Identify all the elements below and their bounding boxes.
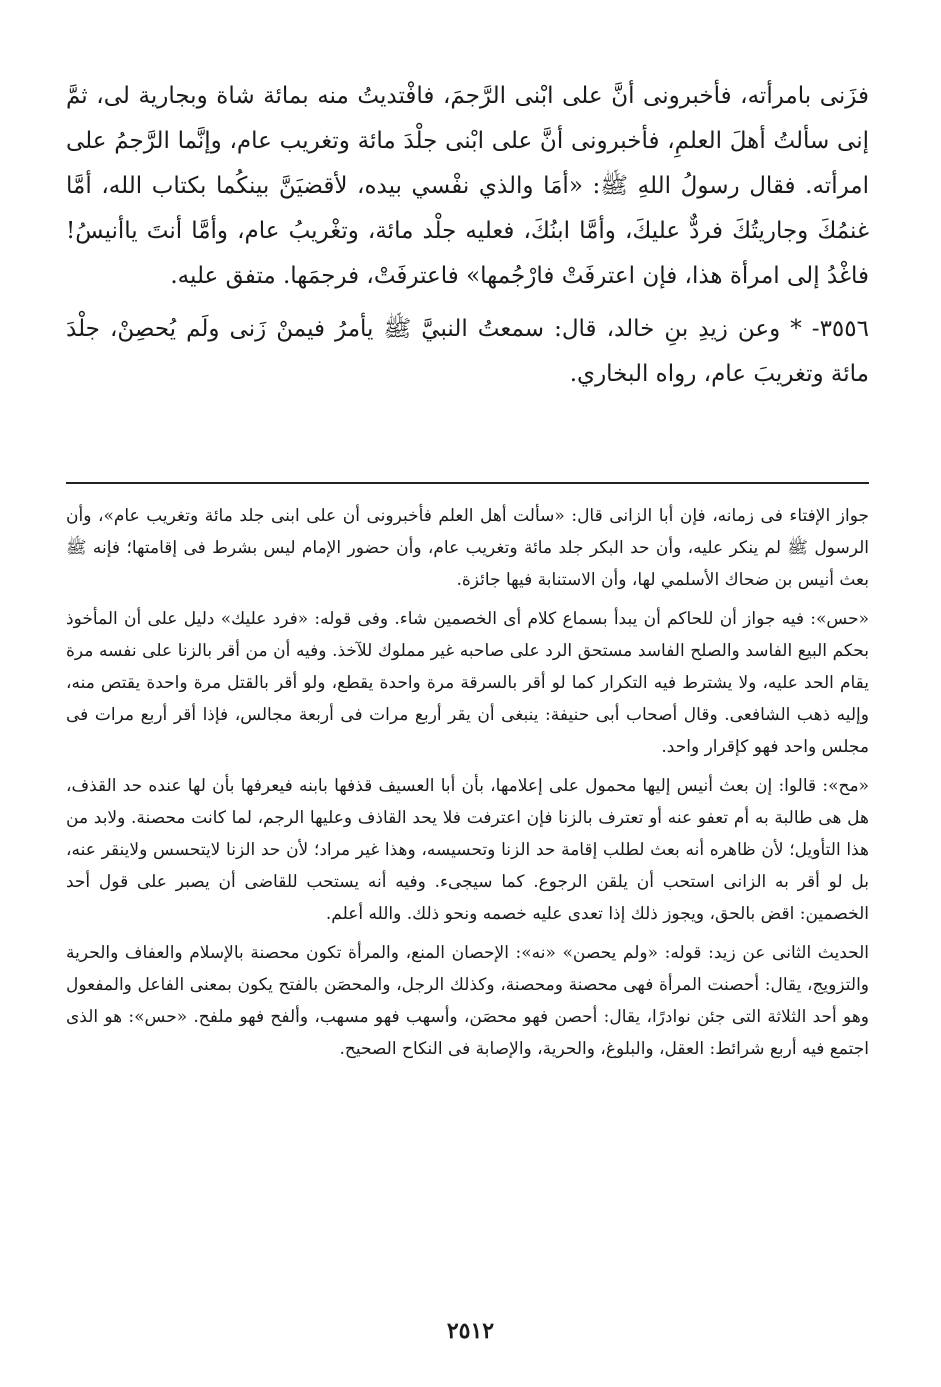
footnote-paragraph: «حس»: فيه جواز أن للحاكم أن يبدأ بسماع كلام أى الخصمين شاء. وفى قوله: «فرد عليك» دليل على أن المأخوذ بحكم البيع الفاسد والصلح الفاسد مستحق الرد على صاحبه غير مملوك للآخذ. وفيه أن من أقر بالزنا على نفسه مرة يقام الحد عليه، ولا يشترط فيه التكرار كما لو أقر بالسرقة مرة واحدة يقطع، ولو أقر بالقتل مرة واحدة يقتص منه، وإليه ذهب الشافعى. وقال أصحاب أبى حنيفة: ينبغى أن يقر أربع مرات فى أربعة مجالس، فإذا أقر أربع مرات فى مجلس واحد فهو كإقرار واحد.	[66, 608, 869, 758]
main-paragraph: فزَنى بامرأته، فأخبرونى أنَّ على ابْنى الرَّجمَ، فافْتديتُ منه بمائة شاة وبجارية لى، ثمَّ إنى سألتُ أهلَ العلمِ، فأخبرونى أنَّ على ابْنى جلْدَ مائة وتغريب عام، وإنَّما الرَّجمُ على امرأته. فقال رسولُ اللهِ ﷺ: «أمَا والذي نفْسي بيده، لأقضيَنَّ بينكُما بكتاب الله، أمَّا غنمُكَ وجاريتُكَ فردٌّ عليكَ، وأمَّا ابنُكَ، فعليه جلْد مائة، وتغْريبُ عام، وأمَّا أنتَ ياأنيسُ! فاغْدُ إلى امرأة هذا، فإن اعترفَتْ فارْجُمها» فاعترفَتْ، فرجمَها. متفق عليه.	[66, 83, 869, 289]
footnote-paragraph: «مح»: قالوا: إن بعث أنيس إليها محمول على إعلامها، بأن أبا العسيف قذفها بابنه فيعرفها بأن لها عنده حد القذف، هل هى طالبة به أم تعفو عنه أو تعترف بالزنا فإن اعترفت فلا يحد القاذف وعليها الرجم، لما كانت محصنة. ولابد من هذا التأويل؛ لأن ظاهره أنه بعث لطلب إقامة حد الزنا وتحسيسه، وهذا غير مراد؛ لأن حد الزنا لايتحسس ولاينقر عنه، بل لو أقر به الزانى استحب أن يلقن الرجوع. كما سيجىء. وفيه أنه يستحب للقاضى أن يصبر على قول أحد الخصمين: اقض بالحق، ويجوز ذلك إذا تعدى عليه خصمه ونحو ذلك. والله أعلم.	[66, 775, 869, 925]
page-number: ٢٥١٢	[446, 1318, 495, 1344]
main-text	[66, 74, 869, 397]
footnote-divider	[66, 482, 869, 484]
footnote-paragraph: جواز الإفتاء فى زمانه، فإن أبا الزانى قال: «سألت أهل العلم فأخبرونى أن على ابنى جلد مائة وتغريب عام»، وأن الرسول ﷺ لم ينكر عليه، وأن حد البكر جلد مائة وتغريب عام، وأن حضور الإمام ليس بشرط فى إقامتها؛ فإنه ﷺ بعث أنيس بن ضحاك الأسلمي لها، وأن الاستنابة فيها جائزة.	[66, 506, 869, 591]
footnote-paragraph: الحديث الثانى عن زيد: قوله: «ولم يحصن» «نه»: الإحصان المنع، والمرأة تكون محصنة بالإسلام والعفاف والحرية والتزويج، يقال: أحصنت المرأة فهى محصنة ومحصنة، وكذلك الرجل، والمحصَن بالفتح يكون بمعنى الفاعل والمفعول وهو أحد الثلاثة التى جئن نوادرًا، يقال: أحصن فهو محصَن، وأسهب فهو مسهب، وألفح فهو ملفح. «حس»: هو الذى اجتمع فيه أربع شرائط: العقل، والبلوغ، والحرية، والإصابة فى النكاح الصحيح.	[66, 942, 870, 1060]
footnotes	[66, 500, 869, 1065]
hadith-3556: ٣٥٥٦- * وعن زيدِ بنِ خالد، قال: سمعتُ النبيَّ ﷺ يأمرُ فيمنْ زَنى ولَم يُحصِنْ، جلْدَ مائة وتغريبَ عام، رواه البخاري.	[66, 316, 869, 387]
